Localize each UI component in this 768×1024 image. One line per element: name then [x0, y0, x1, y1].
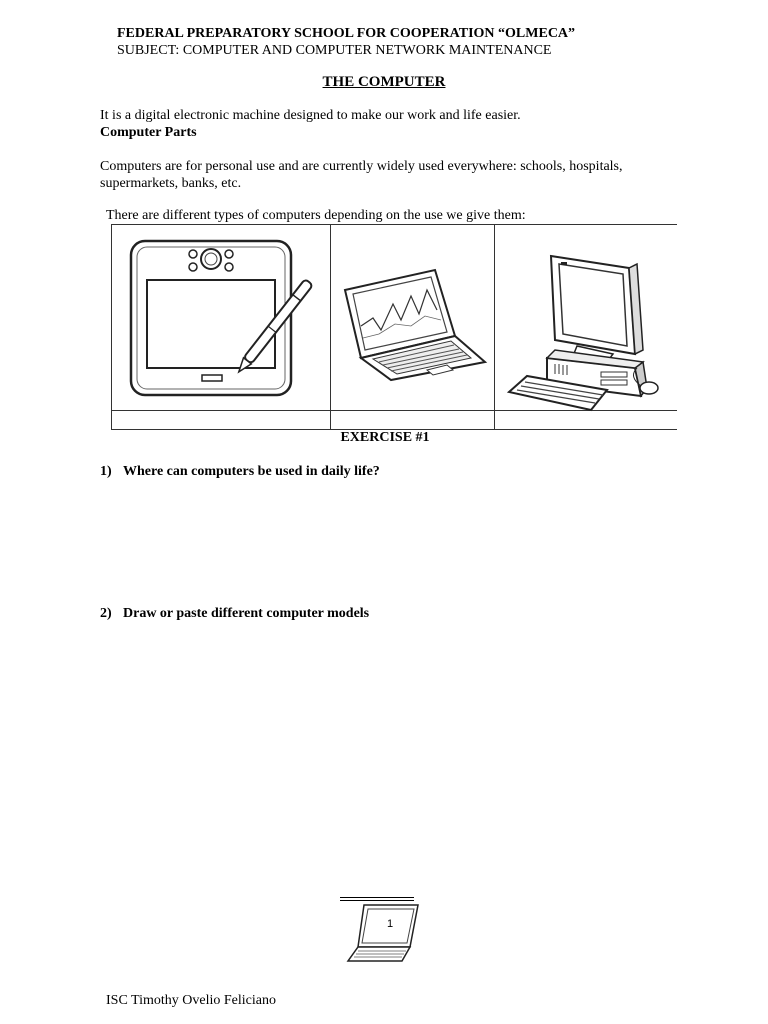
intro-text: It is a digital electronic machine designed to make our work and life easier. [100, 108, 521, 123]
footer-divider [340, 897, 414, 901]
question-text: Where can computers be used in daily life? [123, 464, 380, 479]
page-number: 1 [386, 918, 394, 930]
subject-line: SUBJECT: COMPUTER AND COMPUTER NETWORK MAINTENANCE [117, 43, 552, 58]
question-2 [100, 606, 369, 622]
table-border-left [111, 224, 112, 430]
question-number: 2) [100, 606, 112, 621]
desktop-computer-icon [503, 250, 663, 412]
tablet-icon [127, 238, 323, 398]
usage-paragraph: Computers are for personal use and are currently widely used everywhere: schools, hospitals, supermarkets, banks, etc. [100, 159, 623, 191]
types-intro: There are different types of computers depending on the use we give them: [106, 208, 526, 223]
computer-types-table [111, 224, 677, 430]
table-col-divider [494, 224, 495, 430]
question-text: Draw or paste different computer models [123, 606, 370, 621]
section-heading: Computer Parts [100, 125, 197, 140]
question-1 [100, 464, 380, 480]
table-col-divider [330, 224, 331, 430]
page-title: THE COMPUTER [322, 74, 446, 90]
exercise-title: EXERCISE #1 [340, 430, 430, 445]
footer-laptop-icon [346, 903, 420, 963]
school-name: FEDERAL PREPARATORY SCHOOL FOR COOPERATION “OLMECA” [117, 26, 576, 41]
question-number: 1) [100, 464, 112, 479]
laptop-icon [339, 266, 489, 382]
author-name: ISC Timothy Ovelio Feliciano [106, 993, 276, 1008]
table-border-top [111, 224, 677, 225]
